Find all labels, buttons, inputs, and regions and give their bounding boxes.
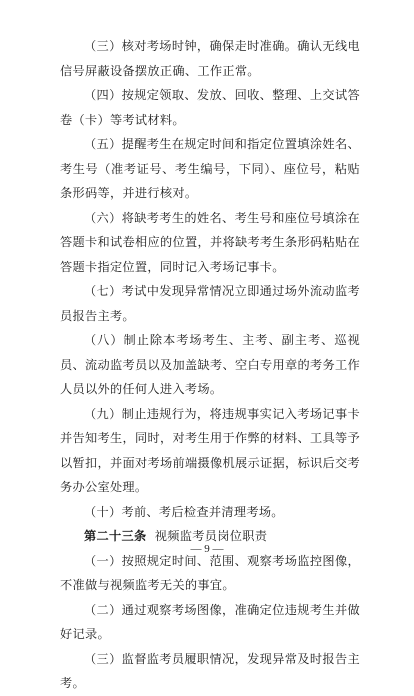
video-duty-3: （三）监督监考员履职情况，发现异常及时报告主考。 [60, 651, 360, 690]
video-duty-1: （一）按照规定时间、范围、观察考场监控图像，不准做与视频监考无关的事宜。 [60, 553, 360, 592]
paragraph-9: （九）制止违规行为，将违规事实记入考场记事卡并告知考生，同时，对考生用于作弊的材料、工具等予以暂扣，并面对考场前端摄像机展示证据，标识后交考务办公室处理。 [60, 406, 360, 494]
paragraph-6: （六）将缺考考生的姓名、考生号和座位号填涂在答题卡和试卷相应的位置，并将缺考考生条形码粘贴在答题卡指定位置，同时记入考场记事卡。 [60, 210, 360, 274]
page-number: — 9 — [190, 543, 224, 555]
article-title: 视频监考员岗位职责 [154, 529, 268, 543]
paragraph-5: （五）提醒考生在规定时间和指定位置填涂姓名、考生号（准考证号、考生编号，下同）、座位号，粘贴条形码等，并进行核对。 [60, 137, 360, 200]
paragraph-4: （四）按规定领取、发放、回收、整理、上交试答卷（卡）等考试材料。 [60, 88, 360, 127]
paragraph-3: （三）核对考场时钟，确保走时准确。确认无线电信号屏蔽设备摆放正确、工作正常。 [60, 39, 360, 78]
paragraph-8: （八）制止除本考场考生、主考、副主考、巡视员、流动监考员以及加盖缺考、空白专用章的考务工作人员以外的任何人进入考场。 [60, 333, 360, 396]
article-heading: 第二十三条 [84, 529, 147, 543]
document-body [60, 34, 360, 696]
paragraph-7: （七）考试中发现异常情况立即通过场外流动监考员报告主考。 [60, 284, 360, 323]
paragraph-10: （十）考前、考后检查并清理考场。 [84, 504, 284, 519]
video-duty-2: （二）通过观察考场图像，准确定位违规考生并做好记录。 [60, 602, 360, 641]
